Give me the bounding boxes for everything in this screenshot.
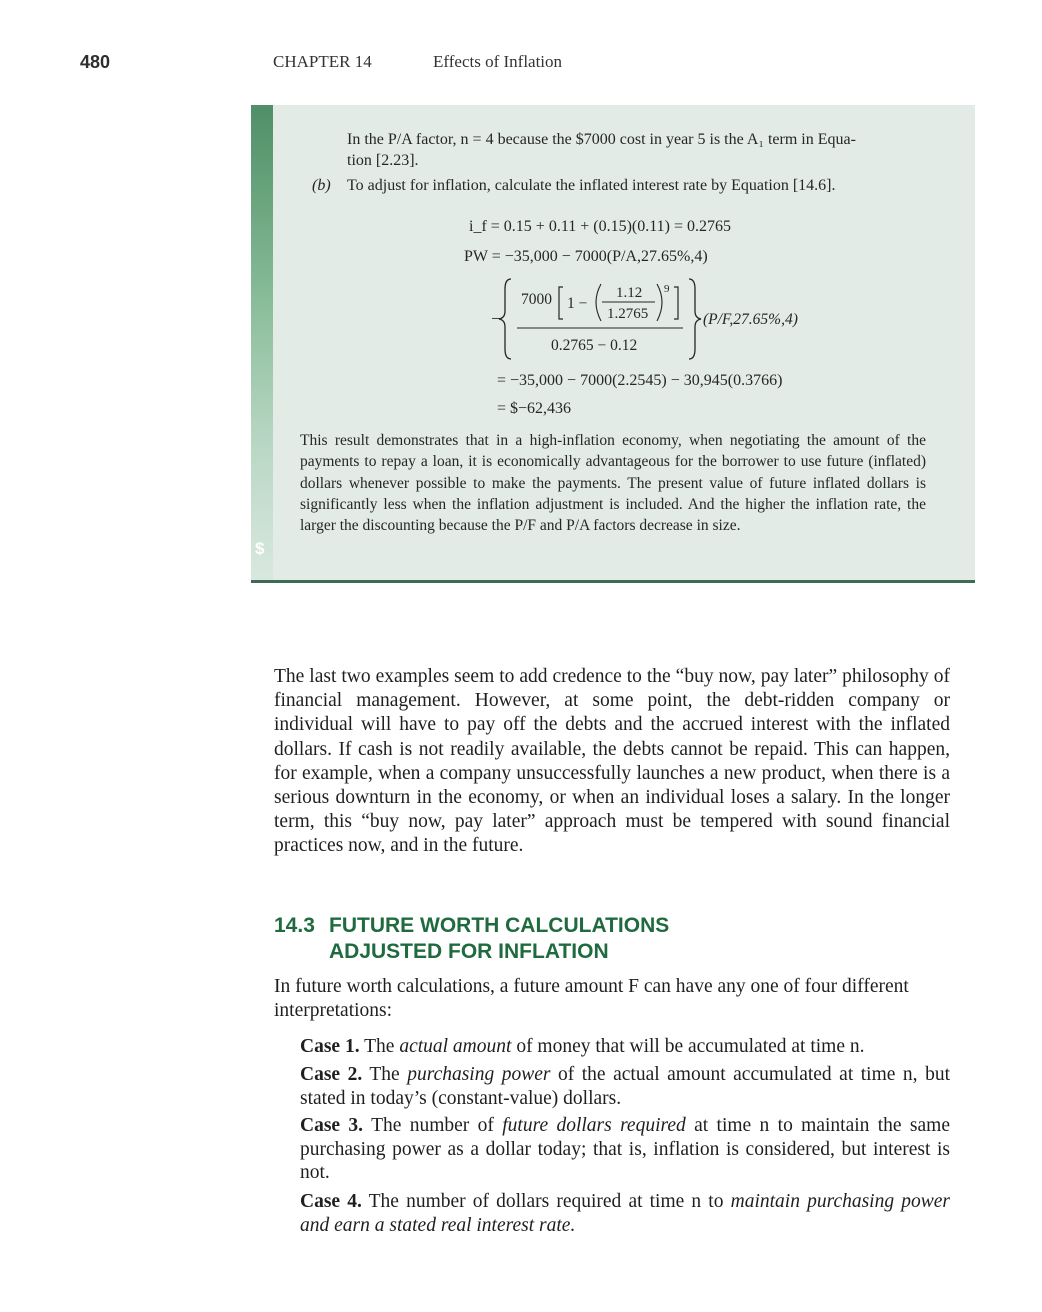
open-bracket xyxy=(559,287,563,319)
case-item xyxy=(300,1114,950,1185)
open-paren xyxy=(596,284,601,321)
exponent: 9 xyxy=(664,283,670,295)
case-emphasis: future dollars required xyxy=(502,1115,686,1136)
body-paragraph: The last two examples seem to add credence to the “buy now, pay later” philosophy of financial management. However, at some point, the debt-ridden company or individual will have to pay off the debts and the accrued interest with the inflated dollars. If cash is not readily available, the debts cannot be repaid. This can happen, for example, when a company unsuccessfully launches a new product, when there is a serious downturn in the economy, or when an individual loses a salary. In the longer term, this “buy now, pay later” approach must be tempered with sound financial practices now, and in the future. xyxy=(274,666,950,857)
pw-computation: = −35,000 − 7000(2.2545) − 30,945(0.3766) xyxy=(497,372,783,389)
case-text-post: at time n to maintain the same purchasing power as a dollar today; that is, inflation is considered, but interest is not. xyxy=(300,1115,950,1183)
section-title-line2: ADJUSTED FOR INFLATION xyxy=(329,940,609,963)
minus-sign: − xyxy=(491,309,501,328)
frac-one: 1 − xyxy=(567,295,588,312)
case-emphasis: actual amount xyxy=(399,1036,512,1057)
case-item xyxy=(300,1063,950,1110)
right-brace xyxy=(689,279,701,359)
case-text-pre: The xyxy=(369,1064,408,1085)
case-item xyxy=(300,1035,950,1059)
fraction-block xyxy=(491,273,871,365)
frac-denominator: 0.2765 − 0.12 xyxy=(551,337,638,354)
inner-denominator: 1.2765 xyxy=(607,306,649,322)
case-text-pre: The number of xyxy=(371,1115,503,1136)
case-text-pre: The xyxy=(364,1036,400,1057)
case-label: Case 3. xyxy=(300,1115,364,1136)
intro-paragraph: In future worth calculations, a future amount F can have any one of four different interpretations: xyxy=(274,976,909,1021)
pw-equation: PW = −35,000 − 7000(P/A,27.65%,4) xyxy=(464,248,708,265)
left-brace xyxy=(499,279,511,359)
pw-result: = $−62,436 xyxy=(497,400,572,417)
example-solution-box xyxy=(251,105,975,583)
case-label: Case 2. xyxy=(300,1064,363,1085)
section-heading xyxy=(274,913,669,965)
case-text-post: of the actual amount accumulated at time n, but stated in today’s (constant-value) dollars. xyxy=(300,1064,950,1109)
case-item xyxy=(300,1190,950,1237)
case-label: Case 4. xyxy=(300,1191,362,1212)
conclusion-paragraph: This result demonstrates that in a high-inflation economy, when negotiating the amount of the payments to repay a loan, it is economically advantageous for the borrower to use future (inflated) dollars whenever possible to make the payments. The present value of future inflated dollars is significantly less when the inflation adjustment is included. And the higher the inflation rate, the larger the discounting because the P/F and P/A factors decrease in size. xyxy=(300,432,926,535)
chapter-title: Effects of Inflation xyxy=(433,52,563,71)
case-emphasis: maintain purchasing power and earn a stated real interest rate. xyxy=(300,1191,950,1236)
page-header xyxy=(0,50,1042,74)
case-text-pre: The number of dollars required at time n to xyxy=(368,1191,731,1212)
margin-strip xyxy=(251,105,273,580)
close-paren xyxy=(657,284,662,321)
inflated-rate-equation: i_f = 0.15 + 0.11 + (0.15)(0.11) = 0.2765 xyxy=(469,218,731,235)
pa-note-line2: tion [2.23]. xyxy=(347,152,419,169)
pa-note-line1: In the P/A factor, n = 4 because the $7000 cost in year 5 is the A₁ term in Equa- xyxy=(347,131,856,148)
inner-numerator: 1.12 xyxy=(616,285,643,301)
pf-factor: (P/F,27.65%,4) xyxy=(703,311,798,328)
section-number: 14.3 xyxy=(274,914,315,937)
part-b-label: (b) xyxy=(312,177,331,194)
chapter-label: CHAPTER 14 xyxy=(273,52,372,71)
close-bracket xyxy=(674,287,678,319)
part-b-text: To adjust for inflation, calculate the inflated interest rate by Equation [14.6]. xyxy=(347,177,836,194)
section-title-line1: FUTURE WORTH CALCULATIONS xyxy=(329,914,670,937)
case-emphasis: purchasing power xyxy=(407,1064,551,1085)
case-label: Case 1. xyxy=(300,1036,360,1057)
page-number: 480 xyxy=(80,52,111,72)
case-text-post: of money that will be accumulated at time n. xyxy=(511,1036,865,1057)
dollar-icon: $ xyxy=(255,539,265,558)
frac-coef: 7000 xyxy=(521,291,552,308)
